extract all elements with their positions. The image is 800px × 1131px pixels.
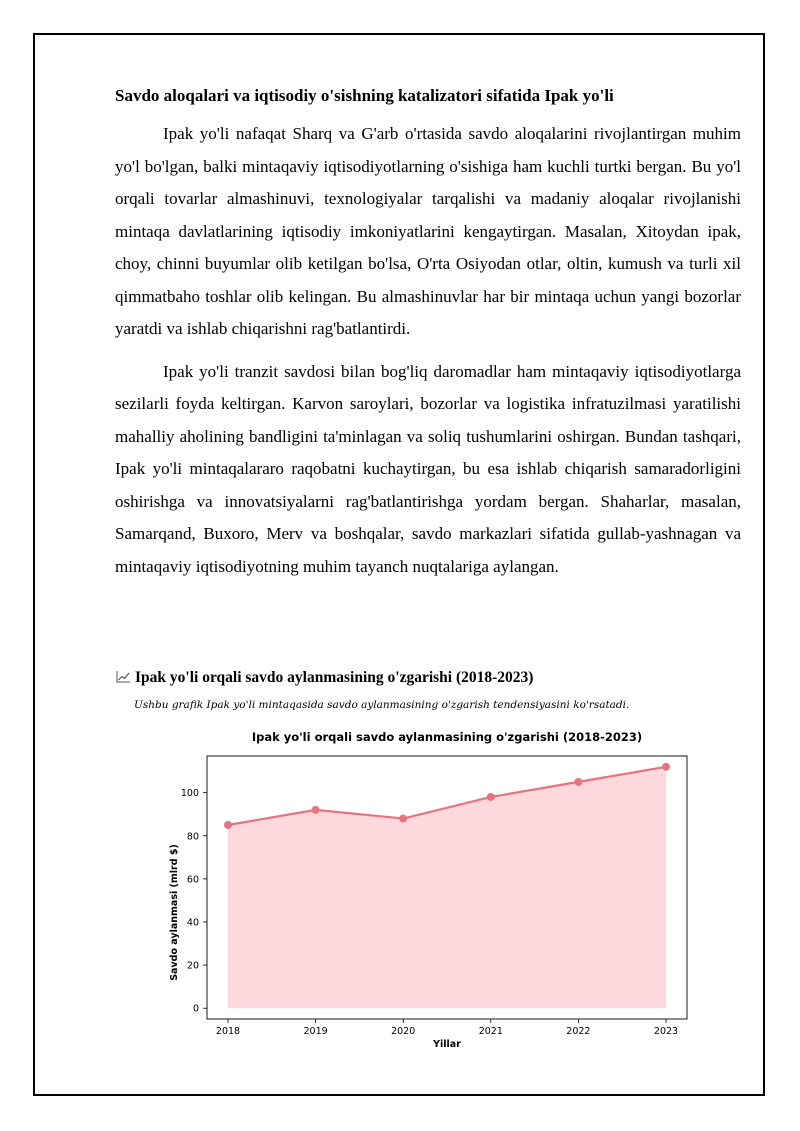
y-tick-label-40: 40 [186, 917, 199, 929]
y-axis-label: Savdo aylanmasi (mlrd $) [169, 844, 180, 981]
figure-title [116, 669, 533, 687]
data-point-2018 [224, 821, 232, 829]
x-tick-label-2021: 2021 [478, 1026, 503, 1037]
y-tick-label-100: 100 [180, 788, 199, 800]
x-tick-label-2022: 2022 [566, 1026, 591, 1037]
data-point-2023 [662, 763, 670, 771]
data-point-2021 [487, 793, 495, 801]
x-tick-label-2018: 2018 [215, 1026, 241, 1037]
y-tick-label-80: 80 [186, 831, 199, 843]
section-heading: Savdo aloqalari va iqtisodiy o'sishning katalizatori sifatida Ipak yo'li [115, 86, 614, 105]
y-tick-label-0: 0 [192, 1003, 199, 1015]
x-axis-label: Yillar [433, 1039, 461, 1050]
x-tick-label-2020: 2020 [391, 1026, 416, 1037]
data-point-2022 [574, 778, 582, 786]
figure-title-text: Ipak yo'li orqali savdo aylanmasining o'zgarishi (2018-2023) [135, 669, 534, 686]
paragraph-2: Ipak yo'li tranzit savdosi bilan bog'liq daromadlar ham mintaqaviy iqtisodiyotlarga sezilarli foyda keltirgan. Karvon saroylari, bozorlar va logistika infratuzilmasi yaratilishi mahalliy aholining bandligini ta'minlagan va soliq tushumlarini oshirgan. Bundan tashqari, Ipak yo'li mintaqalararo raqobatni kuchaytirgan, bu esa ishlab chiqarish samaradorligini oshirishga va innovatsiyalarni rag'batlantirishga yordam bergan. Shaharlar, masalan, Samarqand, Buxoro, Merv va boshqalar, savdo markazlari sifatida gullab-yashnagan va mintaqaviy iqtisodiyotning muhim tayanch nuqtalariga aylangan. [115, 361, 741, 576]
chart-increasing-icon [116, 670, 131, 683]
x-tick-label-2019: 2019 [303, 1026, 328, 1037]
y-tick-label-60: 60 [186, 874, 199, 886]
x-tick-label-2023: 2023 [653, 1026, 679, 1037]
data-point-2019 [312, 806, 320, 814]
chart-title: Ipak yo'li orqali savdo aylanmasining o'zgarishi (2018-2023) [251, 730, 643, 744]
y-tick-label-20: 20 [186, 960, 199, 972]
document-body [115, 84, 741, 593]
trade-volume-chart [150, 722, 710, 1062]
paragraph-1: Ipak yo'li nafaqat Sharq va G'arb o'rtasida savdo aloqalarini rivojlantirgan muhim yo'l bo'lgan, balki mintaqaviy iqtisodiyotlarning o'sishiga ham kuchli turtki bergan. Bu yo'l orqali tovarlar almashinuvi, texnologiyalar tarqalishi va madaniy aloqalar rivojlanishi mintaqa davlatlarining iqtisodiy imkoniyatlarini kengaytirgan. Masalan, Xitoydan ipak, choy, chinni buyumlar olib ketilgan bo'lsa, O'rta Osiyodan otlar, oltin, kumush va turli xil qimmatbaho toshlar olib kelingan. Bu almashinuvlar har bir mintaqa uchun yangi bozorlar yaratdi va ishlab chiqarishni rag'batlantirdi. [115, 124, 741, 338]
area-fill [228, 767, 666, 1008]
data-point-2020 [399, 815, 407, 823]
figure-caption: Ushbu grafik Ipak yo'li mintaqasida savdo aylanmasining o'zgarish tendensiyasini ko'rsatadi. [134, 699, 630, 711]
